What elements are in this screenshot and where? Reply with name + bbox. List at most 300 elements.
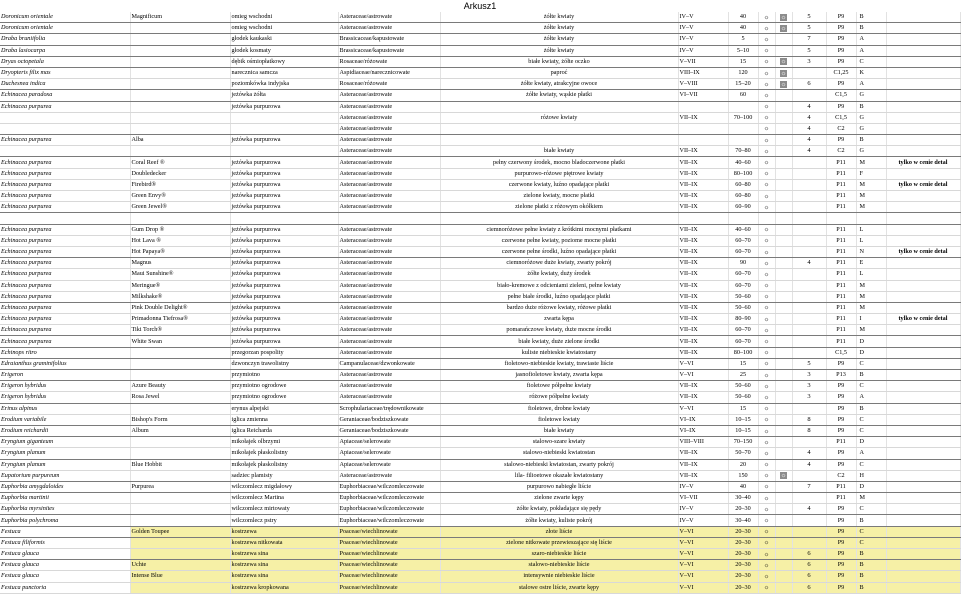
cell-zone[interactable]: C [856, 425, 886, 436]
cell-latin-name[interactable]: Erigeron hybridus [0, 392, 130, 403]
cell-sun-symbol-2[interactable] [775, 481, 792, 492]
cell-spacing[interactable]: 6 [792, 582, 826, 593]
cell-family[interactable]: Poaceae/wiechlinowate [338, 526, 440, 537]
cell-note[interactable]: tylko w cenie detal [886, 314, 960, 325]
cell-sun-symbol-2[interactable] [775, 135, 792, 146]
cell-sun-symbol[interactable] [758, 470, 775, 481]
cell-family[interactable]: Euphorbiaceae/wilczomleczowate [338, 493, 440, 504]
cell-polish-name[interactable]: wilczomlecz mirtowaty [230, 504, 338, 515]
cell-latin-name[interactable]: Echinacea purpurea [0, 280, 130, 291]
cell-flowering[interactable]: VII–IX [678, 202, 728, 213]
cell-family[interactable]: Asteraceae/astrowate [338, 191, 440, 202]
cell-height[interactable]: 50–60 [728, 392, 758, 403]
cell-latin-name[interactable] [0, 213, 130, 224]
cell-latin-name[interactable]: Euphorbia amygdaloides [0, 481, 130, 492]
cell-height[interactable]: 20–30 [728, 582, 758, 593]
cell-description[interactable]: fioletowe, drobne kwiaty [440, 403, 678, 414]
cell-height[interactable]: 90 [728, 258, 758, 269]
cell-description[interactable]: stalowo-szare kwiaty [440, 437, 678, 448]
cell-height[interactable]: 15 [728, 56, 758, 67]
cell-sun-symbol[interactable] [758, 526, 775, 537]
cell-sun-symbol-2[interactable] [775, 123, 792, 134]
cell-note[interactable] [886, 515, 960, 526]
cell-description[interactable] [440, 213, 678, 224]
cell-variety[interactable]: Bishop's Form [130, 414, 230, 425]
cell-sun-symbol-2[interactable] [775, 157, 792, 168]
cell-flowering[interactable]: VII–IX [678, 235, 728, 246]
cell-pot-size[interactable]: C2 [826, 146, 856, 157]
cell-note[interactable] [886, 302, 960, 313]
cell-zone[interactable]: C [856, 56, 886, 67]
cell-variety[interactable] [130, 101, 230, 112]
cell-flowering[interactable]: VII–IX [678, 179, 728, 190]
cell-sun-symbol-2[interactable] [775, 45, 792, 56]
cell-zone[interactable]: C [856, 381, 886, 392]
cell-height[interactable]: 20–30 [728, 526, 758, 537]
cell-height[interactable]: 60–70 [728, 269, 758, 280]
cell-zone[interactable]: B [856, 370, 886, 381]
cell-sun-symbol-2[interactable] [775, 493, 792, 504]
cell-sun-symbol-2[interactable] [775, 79, 792, 90]
cell-pot-size[interactable]: P9 [826, 12, 856, 23]
cell-flowering[interactable]: VI–IX [678, 425, 728, 436]
cell-description[interactable]: stalowo-niebieski kwiatostan [440, 448, 678, 459]
cell-pot-size[interactable]: P9 [826, 23, 856, 34]
cell-pot-size[interactable]: P9 [826, 358, 856, 369]
cell-description[interactable]: zielone nitkowate przewieszające się liście [440, 537, 678, 548]
cell-note[interactable] [886, 258, 960, 269]
cell-flowering[interactable]: VII–IX [678, 246, 728, 257]
cell-zone[interactable]: B [856, 12, 886, 23]
cell-variety[interactable]: Green Jewel® [130, 202, 230, 213]
cell-sun-symbol[interactable] [758, 179, 775, 190]
cell-flowering[interactable]: VII–IX [678, 258, 728, 269]
cell-variety[interactable] [130, 112, 230, 123]
cell-sun-symbol[interactable] [758, 414, 775, 425]
cell-pot-size[interactable]: C2 [826, 470, 856, 481]
cell-sun-symbol-2[interactable] [775, 325, 792, 336]
cell-height[interactable]: 60–70 [728, 280, 758, 291]
cell-flowering[interactable]: IV–V [678, 504, 728, 515]
cell-polish-name[interactable]: jeżówka żółta [230, 90, 338, 101]
cell-variety[interactable]: Maui Sunshine® [130, 269, 230, 280]
cell-pot-size[interactable]: P9 [826, 79, 856, 90]
cell-variety[interactable]: Magnificum [130, 12, 230, 23]
cell-family[interactable]: Euphorbiaceae/wilczomleczowate [338, 481, 440, 492]
cell-flowering[interactable]: VII–IX [678, 448, 728, 459]
cell-description[interactable]: białe kwiaty, żółte oczko [440, 56, 678, 67]
cell-description[interactable]: złote liście [440, 526, 678, 537]
cell-zone[interactable]: D [856, 336, 886, 347]
cell-variety[interactable] [130, 347, 230, 358]
cell-sun-symbol[interactable] [758, 269, 775, 280]
cell-polish-name[interactable]: jeżówka purpurowa [230, 135, 338, 146]
cell-polish-name[interactable]: mikołajek płaskolistny [230, 459, 338, 470]
cell-note[interactable] [886, 403, 960, 414]
cell-pot-size[interactable]: P11 [826, 269, 856, 280]
cell-sun-symbol[interactable] [758, 12, 775, 23]
cell-flowering[interactable]: VII–IX [678, 168, 728, 179]
cell-sun-symbol[interactable] [758, 112, 775, 123]
cell-sun-symbol[interactable] [758, 392, 775, 403]
cell-note[interactable] [886, 504, 960, 515]
cell-sun-symbol-2[interactable] [775, 470, 792, 481]
cell-polish-name[interactable]: iglica zmienna [230, 414, 338, 425]
cell-pot-size[interactable]: P9 [826, 135, 856, 146]
cell-height[interactable]: 60–90 [728, 202, 758, 213]
cell-height[interactable]: 70–80 [728, 146, 758, 157]
cell-sun-symbol[interactable] [758, 56, 775, 67]
cell-spacing[interactable]: 3 [792, 381, 826, 392]
cell-spacing[interactable] [792, 302, 826, 313]
cell-latin-name[interactable]: Echinacea purpurea [0, 157, 130, 168]
cell-pot-size[interactable]: P9 [826, 101, 856, 112]
cell-spacing[interactable] [792, 280, 826, 291]
cell-latin-name[interactable]: Echinacea purpurea [0, 258, 130, 269]
cell-latin-name[interactable]: Dryopteris filix mas [0, 67, 130, 78]
cell-description[interactable]: zwarta kępa [440, 314, 678, 325]
cell-pot-size[interactable]: P9 [826, 34, 856, 45]
cell-family[interactable]: Poaceae/wiechlinowate [338, 549, 440, 560]
cell-zone[interactable]: M [856, 493, 886, 504]
cell-pot-size[interactable]: P9 [826, 425, 856, 436]
cell-variety[interactable] [130, 515, 230, 526]
cell-polish-name[interactable] [230, 146, 338, 157]
cell-spacing[interactable] [792, 347, 826, 358]
cell-sun-symbol-2[interactable] [775, 213, 792, 224]
cell-polish-name[interactable]: kostrzewa [230, 526, 338, 537]
cell-spacing[interactable] [792, 325, 826, 336]
cell-family[interactable]: Asteraceae/astrowate [338, 123, 440, 134]
cell-polish-name[interactable]: głodek kaukaski [230, 34, 338, 45]
cell-height[interactable]: 15 [728, 358, 758, 369]
cell-variety[interactable] [130, 504, 230, 515]
cell-pot-size[interactable]: P9 [826, 582, 856, 593]
cell-description[interactable] [440, 123, 678, 134]
cell-description[interactable]: żółte kwiaty, pokładające się pędy [440, 504, 678, 515]
cell-note[interactable] [886, 202, 960, 213]
cell-pot-size[interactable]: P11 [826, 235, 856, 246]
cell-pot-size[interactable]: P9 [826, 515, 856, 526]
cell-note[interactable] [886, 67, 960, 78]
cell-flowering[interactable]: VII–IX [678, 291, 728, 302]
cell-family[interactable]: Asteraceae/astrowate [338, 336, 440, 347]
cell-pot-size[interactable]: P9 [826, 392, 856, 403]
cell-sun-symbol[interactable] [758, 493, 775, 504]
cell-height[interactable]: 70–150 [728, 437, 758, 448]
cell-sun-symbol[interactable] [758, 425, 775, 436]
cell-spacing[interactable]: 4 [792, 123, 826, 134]
cell-variety[interactable] [130, 56, 230, 67]
cell-variety[interactable]: Uchte [130, 560, 230, 571]
cell-polish-name[interactable]: jeżówka purpurowa [230, 235, 338, 246]
cell-latin-name[interactable]: Festuca punctoria [0, 582, 130, 593]
cell-description[interactable]: ciemnoróżowe pełne kwiaty z krótkimi mocnymi płatkami [440, 224, 678, 235]
cell-description[interactable] [440, 101, 678, 112]
cell-spacing[interactable] [792, 67, 826, 78]
cell-description[interactable]: białe kwiaty [440, 425, 678, 436]
cell-flowering[interactable]: VIII–VIII [678, 437, 728, 448]
cell-spacing[interactable]: 5 [792, 358, 826, 369]
cell-zone[interactable]: G [856, 146, 886, 157]
cell-flowering[interactable]: VII–IX [678, 325, 728, 336]
cell-description[interactable]: ciemnoróżowe duże kwiaty, zwarty pokrój [440, 258, 678, 269]
cell-zone[interactable]: A [856, 45, 886, 56]
cell-zone[interactable]: B [856, 403, 886, 414]
cell-note[interactable]: tylko w cenie detal [886, 157, 960, 168]
cell-latin-name[interactable]: Festuca glauca [0, 549, 130, 560]
cell-flowering[interactable]: VII–IX [678, 191, 728, 202]
cell-family[interactable]: Asteraceae/astrowate [338, 246, 440, 257]
cell-polish-name[interactable]: przegorzan pospolity [230, 347, 338, 358]
cell-pot-size[interactable]: P11 [826, 493, 856, 504]
cell-height[interactable]: 10–15 [728, 414, 758, 425]
cell-description[interactable]: zielone kwiaty, mocne płatki [440, 191, 678, 202]
cell-sun-symbol[interactable] [758, 34, 775, 45]
cell-latin-name[interactable] [0, 146, 130, 157]
cell-variety[interactable]: Tiki Torch® [130, 325, 230, 336]
cell-sun-symbol[interactable] [758, 235, 775, 246]
cell-sun-symbol[interactable] [758, 515, 775, 526]
cell-description[interactable]: żółte kwiaty [440, 12, 678, 23]
cell-pot-size[interactable]: P11 [826, 325, 856, 336]
cell-polish-name[interactable]: mikołajek olbrzymi [230, 437, 338, 448]
cell-flowering[interactable]: V–VI [678, 403, 728, 414]
cell-note[interactable] [886, 12, 960, 23]
cell-sun-symbol[interactable] [758, 358, 775, 369]
cell-family[interactable]: Rosaceae/różowate [338, 56, 440, 67]
cell-variety[interactable] [130, 437, 230, 448]
cell-polish-name[interactable]: jeżówka purpurowa [230, 302, 338, 313]
cell-family[interactable]: Asteraceae/astrowate [338, 235, 440, 246]
cell-description[interactable]: żółte kwiaty, kuliste pokrój [440, 515, 678, 526]
cell-spacing[interactable]: 4 [792, 146, 826, 157]
cell-spacing[interactable] [792, 314, 826, 325]
cell-note[interactable] [886, 112, 960, 123]
cell-flowering[interactable]: VII–IX [678, 314, 728, 325]
cell-variety[interactable]: Meringue® [130, 280, 230, 291]
cell-spacing[interactable] [792, 470, 826, 481]
cell-sun-symbol[interactable] [758, 202, 775, 213]
cell-note[interactable] [886, 470, 960, 481]
cell-sun-symbol-2[interactable] [775, 370, 792, 381]
cell-spacing[interactable]: 3 [792, 370, 826, 381]
cell-height[interactable]: 10–15 [728, 425, 758, 436]
cell-sun-symbol-2[interactable] [775, 101, 792, 112]
cell-pot-size[interactable]: P11 [826, 246, 856, 257]
cell-spacing[interactable]: 8 [792, 414, 826, 425]
cell-note[interactable] [886, 191, 960, 202]
cell-pot-size[interactable]: P11 [826, 202, 856, 213]
cell-latin-name[interactable]: Doronicum orientale [0, 23, 130, 34]
cell-height[interactable]: 15 [728, 403, 758, 414]
cell-family[interactable]: Poaceae/wiechlinowate [338, 582, 440, 593]
cell-family[interactable]: Poaceae/wiechlinowate [338, 560, 440, 571]
cell-description[interactable]: fioletowo-niebieskie kwiaty, trawiaste liście [440, 358, 678, 369]
cell-spacing[interactable] [792, 179, 826, 190]
cell-pot-size[interactable]: P11 [826, 336, 856, 347]
cell-spacing[interactable] [792, 403, 826, 414]
cell-flowering[interactable]: VI–IX [678, 414, 728, 425]
cell-note[interactable] [886, 481, 960, 492]
cell-sun-symbol[interactable] [758, 437, 775, 448]
cell-polish-name[interactable]: jeżówka purpurowa [230, 314, 338, 325]
cell-spacing[interactable]: 6 [792, 560, 826, 571]
cell-family[interactable]: Asteraceae/astrowate [338, 291, 440, 302]
cell-zone[interactable]: C [856, 358, 886, 369]
cell-height[interactable]: 25 [728, 370, 758, 381]
cell-note[interactable] [886, 437, 960, 448]
cell-sun-symbol-2[interactable] [775, 515, 792, 526]
cell-variety[interactable] [130, 537, 230, 548]
cell-latin-name[interactable]: Echinacea purpurea [0, 269, 130, 280]
cell-variety[interactable]: Hot Papaya® [130, 246, 230, 257]
cell-zone[interactable] [856, 213, 886, 224]
cell-sun-symbol[interactable] [758, 504, 775, 515]
cell-latin-name[interactable]: Echinacea purpurea [0, 101, 130, 112]
cell-flowering[interactable]: VII–IX [678, 392, 728, 403]
cell-polish-name[interactable]: kostrzewa sina [230, 560, 338, 571]
cell-height[interactable] [728, 135, 758, 146]
cell-height[interactable]: 5 [728, 34, 758, 45]
cell-flowering[interactable]: VII–IX [678, 112, 728, 123]
cell-note[interactable] [886, 571, 960, 582]
cell-family[interactable]: Asteraceae/astrowate [338, 381, 440, 392]
cell-flowering[interactable]: VIII–IX [678, 67, 728, 78]
cell-zone[interactable]: C [856, 504, 886, 515]
cell-height[interactable]: 40 [728, 12, 758, 23]
cell-note[interactable] [886, 224, 960, 235]
cell-flowering[interactable]: VII–IX [678, 157, 728, 168]
cell-sun-symbol-2[interactable] [775, 381, 792, 392]
cell-sun-symbol[interactable] [758, 135, 775, 146]
cell-flowering[interactable]: V–VI [678, 571, 728, 582]
cell-zone[interactable]: N [856, 246, 886, 257]
cell-flowering[interactable]: V–VIII [678, 79, 728, 90]
cell-spacing[interactable] [792, 168, 826, 179]
cell-sun-symbol-2[interactable] [775, 202, 792, 213]
cell-zone[interactable]: A [856, 448, 886, 459]
cell-height[interactable]: 80–100 [728, 347, 758, 358]
cell-description[interactable]: fioletowe kwiaty [440, 414, 678, 425]
cell-zone[interactable]: M [856, 325, 886, 336]
cell-polish-name[interactable]: jeżówka purpurowa [230, 224, 338, 235]
cell-family[interactable]: Euphorbiaceae/wilczomleczowate [338, 515, 440, 526]
cell-height[interactable] [728, 123, 758, 134]
cell-latin-name[interactable]: Festuca [0, 526, 130, 537]
cell-height[interactable]: 60–80 [728, 179, 758, 190]
cell-family[interactable]: Asteraceae/astrowate [338, 179, 440, 190]
cell-family[interactable]: Apiaceae/selerowate [338, 437, 440, 448]
cell-latin-name[interactable]: Echinacea purpurea [0, 291, 130, 302]
cell-zone[interactable]: C [856, 526, 886, 537]
cell-polish-name[interactable] [230, 112, 338, 123]
cell-spacing[interactable]: 7 [792, 34, 826, 45]
cell-pot-size[interactable]: P11 [826, 191, 856, 202]
cell-sun-symbol-2[interactable] [775, 235, 792, 246]
cell-latin-name[interactable]: Euphorbia myrsinites [0, 504, 130, 515]
cell-family[interactable]: Asteraceae/astrowate [338, 12, 440, 23]
cell-note[interactable] [886, 101, 960, 112]
cell-family[interactable]: Asteraceae/astrowate [338, 470, 440, 481]
cell-zone[interactable]: M [856, 179, 886, 190]
cell-variety[interactable] [130, 370, 230, 381]
cell-polish-name[interactable]: kostrzewa sina [230, 571, 338, 582]
cell-description[interactable]: stalowo-niebieskie liście [440, 560, 678, 571]
cell-family[interactable]: Asteraceae/astrowate [338, 258, 440, 269]
cell-sun-symbol-2[interactable] [775, 414, 792, 425]
cell-latin-name[interactable]: Echinacea purpurea [0, 224, 130, 235]
cell-note[interactable] [886, 23, 960, 34]
cell-polish-name[interactable]: erynus alpejski [230, 403, 338, 414]
cell-latin-name[interactable]: Echinacea purpurea [0, 235, 130, 246]
cell-latin-name[interactable]: Echinacea purpurea [0, 179, 130, 190]
cell-flowering[interactable]: IV–V [678, 515, 728, 526]
cell-flowering[interactable]: V–VI [678, 560, 728, 571]
cell-variety[interactable]: Purpurea [130, 481, 230, 492]
cell-family[interactable]: Asteraceae/astrowate [338, 168, 440, 179]
cell-spacing[interactable]: 3 [792, 56, 826, 67]
cell-family[interactable]: Campanulaceae/dzwonkowate [338, 358, 440, 369]
cell-height[interactable]: 40 [728, 23, 758, 34]
cell-zone[interactable]: G [856, 90, 886, 101]
cell-variety[interactable]: Green Envy® [130, 191, 230, 202]
cell-note[interactable] [886, 560, 960, 571]
cell-note[interactable] [886, 370, 960, 381]
cell-height[interactable]: 50–70 [728, 448, 758, 459]
cell-flowering[interactable]: VI–VII [678, 493, 728, 504]
cell-zone[interactable]: B [856, 101, 886, 112]
cell-sun-symbol[interactable] [758, 560, 775, 571]
cell-variety[interactable] [130, 67, 230, 78]
cell-height[interactable]: 20–30 [728, 537, 758, 548]
cell-pot-size[interactable]: P9 [826, 56, 856, 67]
cell-latin-name[interactable]: Echinacea purpurea [0, 325, 130, 336]
cell-variety[interactable] [130, 549, 230, 560]
cell-family[interactable]: Aspidiaceae/narecznicowate [338, 67, 440, 78]
cell-spacing[interactable] [792, 90, 826, 101]
cell-zone[interactable]: B [856, 549, 886, 560]
cell-sun-symbol-2[interactable] [775, 291, 792, 302]
cell-height[interactable]: 80–100 [728, 168, 758, 179]
cell-sun-symbol[interactable] [758, 302, 775, 313]
cell-note[interactable] [886, 336, 960, 347]
cell-family[interactable]: Poaceae/wiechlinowate [338, 571, 440, 582]
cell-family[interactable]: Asteraceae/astrowate [338, 347, 440, 358]
cell-sun-symbol-2[interactable] [775, 582, 792, 593]
cell-polish-name[interactable]: dębik ośmiopłatkowy [230, 56, 338, 67]
cell-sun-symbol[interactable] [758, 291, 775, 302]
cell-polish-name[interactable]: kostrzewa nitkowata [230, 537, 338, 548]
cell-spacing[interactable]: 6 [792, 549, 826, 560]
cell-flowering[interactable]: IV–V [678, 481, 728, 492]
cell-pot-size[interactable]: C2 [826, 123, 856, 134]
cell-zone[interactable]: A [856, 79, 886, 90]
cell-pot-size[interactable]: P9 [826, 526, 856, 537]
cell-spacing[interactable]: 5 [792, 45, 826, 56]
cell-height[interactable]: 50–60 [728, 381, 758, 392]
cell-sun-symbol-2[interactable] [775, 224, 792, 235]
cell-sun-symbol-2[interactable] [775, 392, 792, 403]
cell-polish-name[interactable]: jeżówka purpurowa [230, 291, 338, 302]
cell-pot-size[interactable]: C1,5 [826, 90, 856, 101]
cell-zone[interactable]: D [856, 437, 886, 448]
cell-zone[interactable]: L [856, 235, 886, 246]
cell-flowering[interactable] [678, 213, 728, 224]
cell-latin-name[interactable]: Eupatorium purpureum [0, 470, 130, 481]
cell-sun-symbol-2[interactable] [775, 347, 792, 358]
cell-sun-symbol-2[interactable] [775, 549, 792, 560]
